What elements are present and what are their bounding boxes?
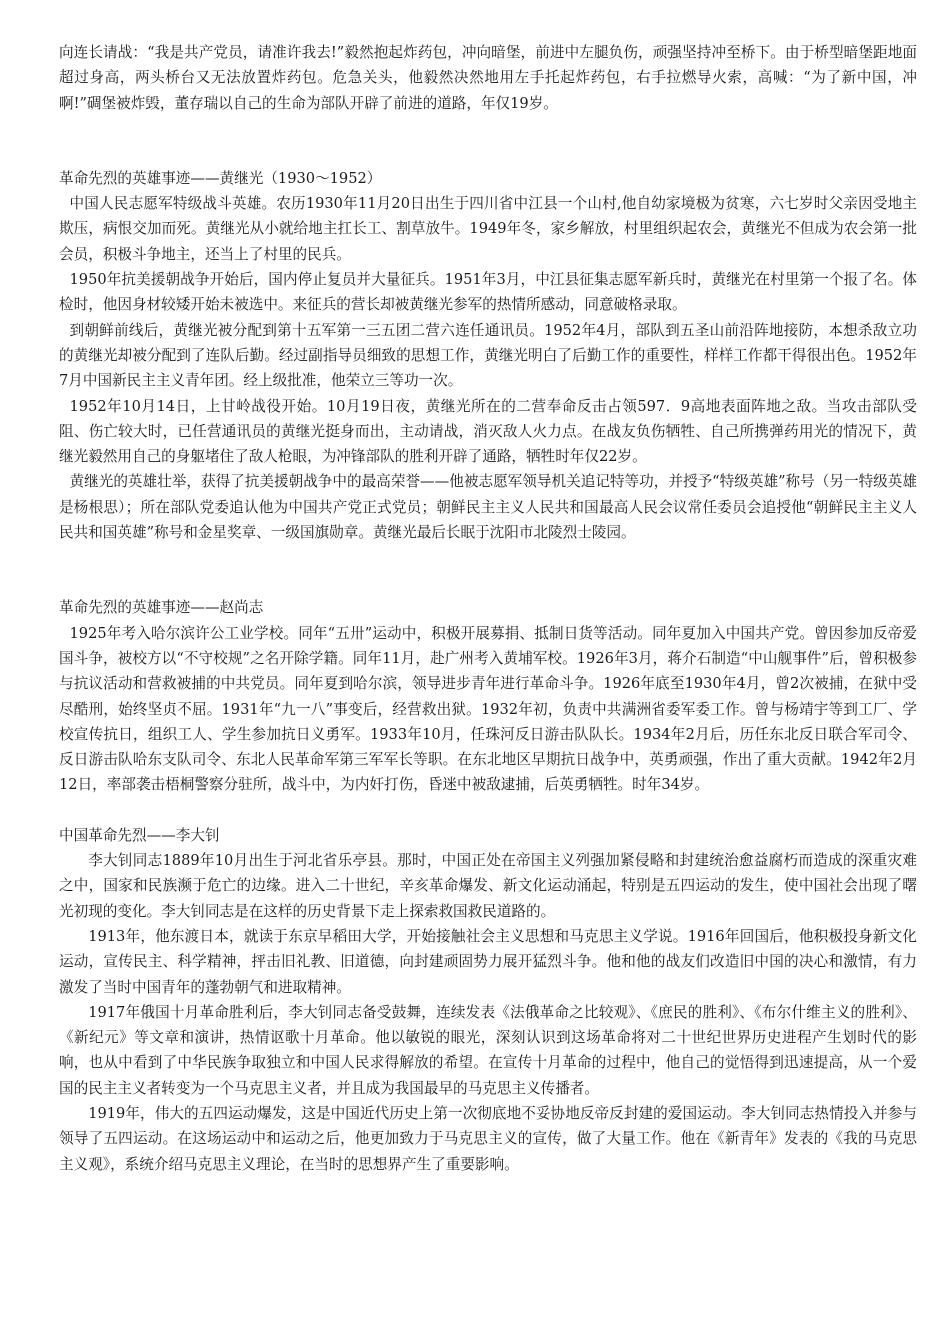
paragraph: 黄继光的英雄壮举，获得了抗美援朝战争中的最高荣誉——他被志愿军领导机关追记特等功，并授予“特级英雄”称号（另一特级英雄是杨根思）；所在部队党委追认他为中国共产党正式党员；朝鲜民主主义人民共和国最高人民会议常任委员会追授他“朝鲜民主主义人民共和国英雄”称号和金星奖章、一级国旗勋章。黄继光最后长眠于沈阳市北陵烈士陵园。 [59,473,917,542]
section-title-zhao-shangzhi: 革命先烈的英雄事迹——赵尚志 [59,599,264,617]
paragraph: 1925年考入哈尔滨许公工业学校。同年“五卅”运动中，积极开展募捐、抵制日货等活动。同年夏加入中国共产党。曾因参加反帝爱国斗争，被校方以“不守校规”之名开除学籍。同年11月，赴广州考入黄埔军校。1926年3月，蒋介石制造“中山舰事件”后，曾积极参与抗议活动和营救被捕的中共党员。同年夏到哈尔滨，领导进步青年进行革命斗争。1926年底至1930年4月，曾2次被捕，在狱中受尽酷刑，始终坚贞不屈。1931年“九一八”事变后，经营救出狱。1932年初，负责中共满洲省委军委工作。曾与杨靖宇等到工厂、学校宣传抗日，组织工人、学生参加抗日义勇军。1933年10月，任珠河反日游击队队长。1934年2月后，历任东北反日联合军司令、反日游击队哈东支队司令、东北人民革命军第三军军长等职。在东北地区早期抗日战争中，英勇顽强，作出了重大贡献。1942年2月12日，率部袭击梧桐警察分驻所，战斗中，为内奸打伤，昏迷中被敌逮捕，后英勇牺牲。时年34岁。 [59,624,917,794]
paragraph: 1950年抗美援朝战争开始后，国内停止复员并大量征兵。1951年3月，中江县征集志愿军新兵时，黄继光在村里第一个报了名。体检时，他因身材较矮开始未被选中。来征兵的营长却被黄继光参军的热情所感动，同意破格录取。 [59,271,917,314]
paragraph: 李大钊同志1889年10月出生于河北省乐亭县。那时，中国正处在帝国主义列强加紧侵略和封建统治愈益腐朽而造成的深重灾难之中，国家和民族濒于危亡的边缘。进入二十世纪，辛亥革命爆发、新文化运动涌起，特别是五四运动的发生，使中国社会出现了曙光初现的变化。李大钊同志是在这样的历史背景下走上探索救国救民道路的。 [59,852,917,920]
intro-paragraph: 向连长请战：“我是共产党员，请准许我去!”毅然抱起炸药包，冲向暗堡，前进中左腿负伤，顽强坚持冲至桥下。由于桥型暗堡距地面超过身高，两头桥台又无法放置炸药包。危急关头，他毅然决然地用左手托起炸药包，右手拉燃导火索，高喊：“为了新中国，冲啊!”碉堡被炸毁，董存瑞以自己的生命为部队开辟了前进的道路，年仅19岁。 [59,44,917,112]
document-page [59,40,917,1177]
section-title-huang-jiguang: 革命先烈的英雄事迹——黄继光（1930～1952） [59,169,382,187]
paragraph: 1952年10月14日，上甘岭战役开始。10月19日夜，黄继光所在的二营奉命反击占领597．9高地表面阵地之敌。当攻击部队受阻、伤亡较大时，已任营通讯员的黄继光挺身而出，主动请战，消灭敌人火力点。在战友负伤牺牲、自己所携弹药用光的情况下，黄继光毅然用自己的身躯堵住了敌人枪眼，为冲锋部队的胜利开辟了通路，牺牲时年仅22岁。 [59,397,917,466]
paragraph: 1913年，他东渡日本，就读于东京早稻田大学，开始接触社会主义思想和马克思主义学说。1916年回国后，他积极投身新文化运动，宣传民主、科学精神，抨击旧礼教、旧道德，向封建顽固势力展开猛烈斗争。他和他的战友们改造旧中国的决心和激情，有力激发了当时中国青年的蓬勃朝气和进取精神。 [59,927,917,996]
paragraph: 1919年，伟大的五四运动爆发，这是中国近代历史上第一次彻底地不妥协地反帝反封建的爱国运动。李大钊同志热情投入并参与领导了五四运动。在这场运动中和运动之后，他更加致力于马克思主义的宣传，做了大量工作。他在《新青年》发表的《我的马克思主义观》，系统介绍马克思主义理论，在当时的思想界产生了重要影响。 [59,1104,917,1173]
paragraph: 中国人民志愿军特级战斗英雄。农历1930年11月20日出生于四川省中江县一个山村,他自幼家境极为贫寒，六七岁时父亲因受地主欺压，病恨交加而死。黄继光从小就给地主扛长工、割草放牛。1949年冬，家乡解放，村里组织起农会，黄继光不但成为农会第一批会员，积极斗争地主，还当上了村里的民兵。 [59,195,917,263]
section-title-li-dazhao: 中国革命先烈——李大钊 [59,826,220,844]
paragraph: 到朝鲜前线后，黄继光被分配到第十五军第一三五团二营六连任通讯员。1952年4月，部队到五圣山前沿阵地接防，本想杀敌立功的黄继光却被分配到了连队后勤。经过副指导员细致的思想工作，黄继光明白了后勤工作的重要性，样样工作都干得很出色。1952年7月中国新民主主义青年团。经上级批准，他荣立三等功一次。 [59,321,917,390]
paragraph: 1917年俄国十月革命胜利后，李大钊同志备受鼓舞，连续发表《法俄革命之比较观》、《庶民的胜利》、《布尔什维主义的胜利》、《新纪元》等文章和演讲，热情讴歌十月革命。他以敏锐的眼光，深刻认识到这场革命将对二十世纪世界历史进程产生划时代的影响，也从中看到了中华民族争取独立和中国人民求得解放的希望。在宣传十月革命的过程中，他自己的觉悟得到迅速提高，从一个爱国的民主主义者转变为一个马克思主义者，并且成为我国最早的马克思主义传播者。 [59,1003,917,1097]
